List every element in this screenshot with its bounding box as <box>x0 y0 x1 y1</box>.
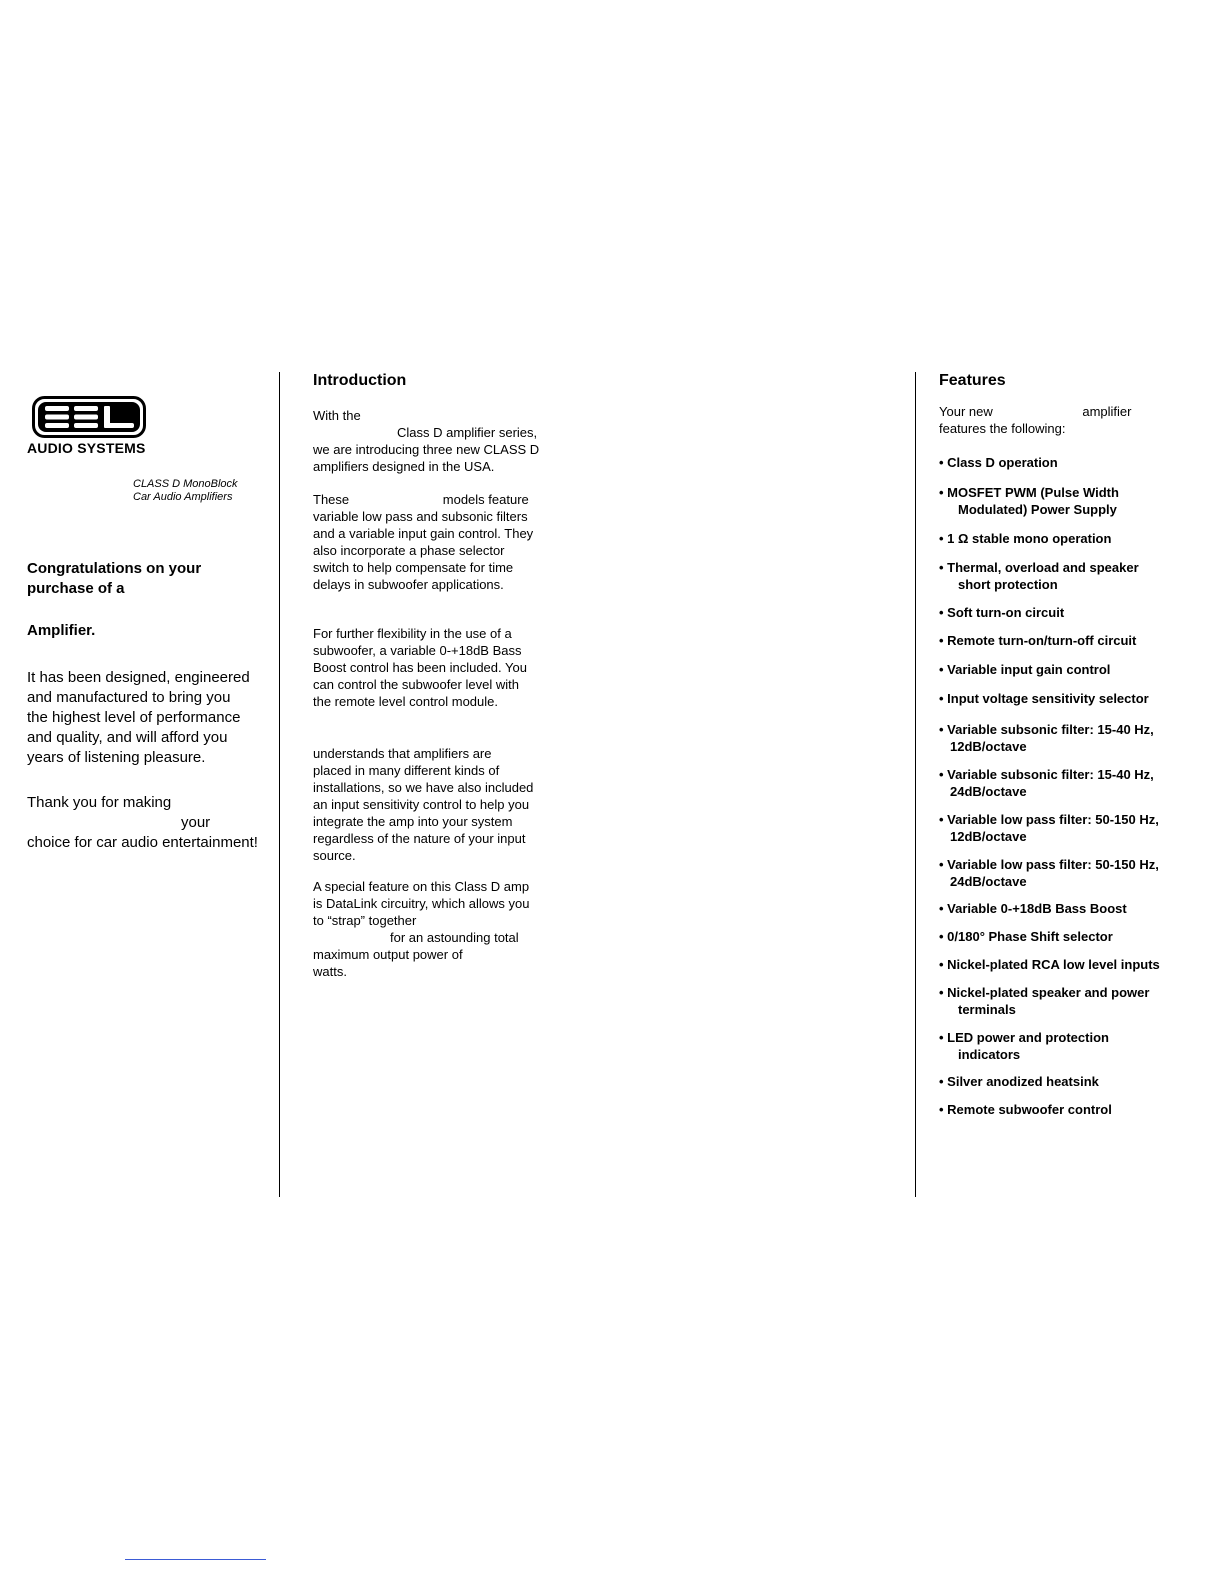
feature-text-continued: terminals <box>958 1002 1016 1017</box>
paragraph-line: With the <box>313 408 361 423</box>
feature-item <box>939 604 1064 621</box>
feature-text: • LED power and protection <box>939 1030 1109 1045</box>
paragraph-line: and a variable input gain control. They <box>313 526 534 541</box>
feature-text-continued: 24dB/octave <box>950 784 1027 799</box>
feature-text: • Nickel-plated speaker and power <box>939 985 1150 1000</box>
feature-item <box>939 661 1110 678</box>
paragraph-line: can control the subwoofer level with <box>313 677 519 692</box>
paragraph-line: subwoofer, a variable 0-+18dB Bass <box>313 643 522 658</box>
feature-text: • MOSFET PWM (Pulse Width <box>939 485 1119 500</box>
feature-item <box>939 530 1111 547</box>
model-line-2: Car Audio Amplifiers <box>133 490 233 503</box>
congrats-line: purchase of a <box>27 580 125 597</box>
feature-item <box>939 956 1160 973</box>
paragraph-line: for an astounding total <box>390 930 519 945</box>
paragraph-line: switch to help compensate for time <box>313 560 514 575</box>
feature-text-continued: 12dB/octave <box>950 739 1027 754</box>
intro-paragraph-3 <box>313 625 527 710</box>
congrats-line: Congratulations on your <box>27 560 202 577</box>
paragraph-line: and quality, and will afford you <box>27 729 228 746</box>
column-divider-left <box>279 372 280 1197</box>
model-line-1: CLASS D MonoBlock <box>133 478 238 490</box>
paragraph-line: years of listening pleasure. <box>27 749 206 766</box>
paragraph-line: we are introducing three new CLASS D <box>313 442 540 457</box>
feature-item <box>939 454 1058 471</box>
footer-link-underline <box>125 1559 266 1560</box>
feature-text-continued: short protection <box>958 577 1058 592</box>
paragraph-line: Thank you for making <box>27 794 172 811</box>
feature-text-continued: indicators <box>958 1047 1021 1062</box>
paragraph-line: watts. <box>313 964 347 979</box>
feature-item <box>939 766 1154 800</box>
model-caption <box>133 478 238 503</box>
feature-text: • 1 Ω stable mono operation <box>939 531 1112 546</box>
paragraph-line: source. <box>313 848 356 863</box>
feature-text: • Thermal, overload and speaker <box>939 560 1139 575</box>
feature-text: • Remote subwoofer control <box>939 1102 1112 1117</box>
paragraph-line: amplifiers designed in the USA. <box>313 459 495 474</box>
intro-paragraph-2 <box>313 491 533 593</box>
feature-text: • Variable 0-+18dB Bass Boost <box>939 901 1127 916</box>
paragraph-line: installations, so we have also included <box>313 780 534 795</box>
feature-text: • Variable low pass filter: 50-150 Hz, <box>939 857 1159 872</box>
feature-text: • Silver anodized heatsink <box>939 1074 1099 1089</box>
intro-paragraph-1 <box>313 407 539 475</box>
feature-text-continued: Modulated) Power Supply <box>958 502 1117 517</box>
paragraph-line: variable low pass and subsonic filters <box>313 509 528 524</box>
paragraph-line: an input sensitivity control to help you <box>313 797 530 812</box>
feature-item <box>939 632 1136 649</box>
designed-paragraph <box>27 668 250 768</box>
feature-item <box>939 1101 1112 1118</box>
introduction-heading: Introduction <box>313 372 407 389</box>
paragraph-line: and manufactured to bring you <box>27 689 231 706</box>
feature-text: • Soft turn-on circuit <box>939 605 1065 620</box>
feature-text: • Remote turn-on/turn-off circuit <box>939 633 1137 648</box>
feature-item <box>939 811 1159 845</box>
thanks-paragraph <box>27 793 258 853</box>
paragraph-line: Boost control has been included. You <box>313 660 527 675</box>
column-divider-right <box>915 372 916 1197</box>
feature-item <box>939 928 1113 945</box>
paragraph-line: understands that amplifiers are <box>313 746 492 761</box>
paragraph-line: to “strap” together <box>313 913 417 928</box>
paragraph-line: the highest level of performance <box>27 709 241 726</box>
paragraph-line: your <box>181 814 211 831</box>
paragraph-line: placed in many different kinds of <box>313 763 500 778</box>
feature-text: • Variable subsonic filter: 15-40 Hz, <box>939 722 1154 737</box>
feature-text-continued: 24dB/octave <box>950 874 1027 889</box>
features-heading: Features <box>939 372 1006 389</box>
paragraph-line: regardless of the nature of your input <box>313 831 526 846</box>
feature-text: • Variable subsonic filter: 15-40 Hz, <box>939 767 1154 782</box>
feature-text: • Input voltage sensitivity selector <box>939 691 1149 706</box>
feature-text: • Nickel-plated RCA low level inputs <box>939 957 1160 972</box>
logo-subtitle: AUDIO SYSTEMS <box>27 440 146 456</box>
paragraph-line: Class D amplifier series, <box>397 425 538 440</box>
paragraph-line: features the following: <box>939 421 1066 436</box>
intro-paragraph-4 <box>313 745 533 864</box>
paragraph-line: choice for car audio entertainment! <box>27 834 258 851</box>
features-list <box>939 0 1209 1200</box>
paragraph-line: the remote level control module. <box>313 694 498 709</box>
paragraph-line: delays in subwoofer applications. <box>313 577 504 592</box>
feature-text: • Class D operation <box>939 455 1058 470</box>
paragraph-line: It has been designed, engineered <box>27 669 250 686</box>
paragraph-line: These models feature <box>313 492 529 507</box>
feature-item <box>939 559 1139 593</box>
feature-item <box>939 900 1127 917</box>
feature-item <box>939 484 1119 518</box>
paragraph-line: also incorporate a phase selector <box>313 543 505 558</box>
paragraph-line: Your new amplifier <box>939 404 1132 419</box>
feature-item <box>939 1029 1109 1063</box>
feature-item <box>939 856 1159 890</box>
feature-text: • 0/180° Phase Shift selector <box>939 929 1113 944</box>
intro-paragraph-5 <box>313 878 530 980</box>
feature-text: • Variable low pass filter: 50-150 Hz, <box>939 812 1159 827</box>
feature-text: • Variable input gain control <box>939 662 1111 677</box>
congrats-heading <box>27 559 201 641</box>
feature-text-continued: 12dB/octave <box>950 829 1027 844</box>
feature-item <box>939 1073 1099 1090</box>
paragraph-line: A special feature on this Class D amp <box>313 879 530 894</box>
paragraph-line: integrate the amp into your system <box>313 814 513 829</box>
feature-item <box>939 721 1154 755</box>
paragraph-line: maximum output power of <box>313 947 463 962</box>
ssl-logo <box>32 396 146 438</box>
feature-item <box>939 690 1149 707</box>
congrats-line: Amplifier. <box>27 622 96 639</box>
paragraph-line: For further flexibility in the use of a <box>313 626 512 641</box>
feature-item <box>939 984 1149 1018</box>
paragraph-line: is DataLink circuitry, which allows you <box>313 896 530 911</box>
